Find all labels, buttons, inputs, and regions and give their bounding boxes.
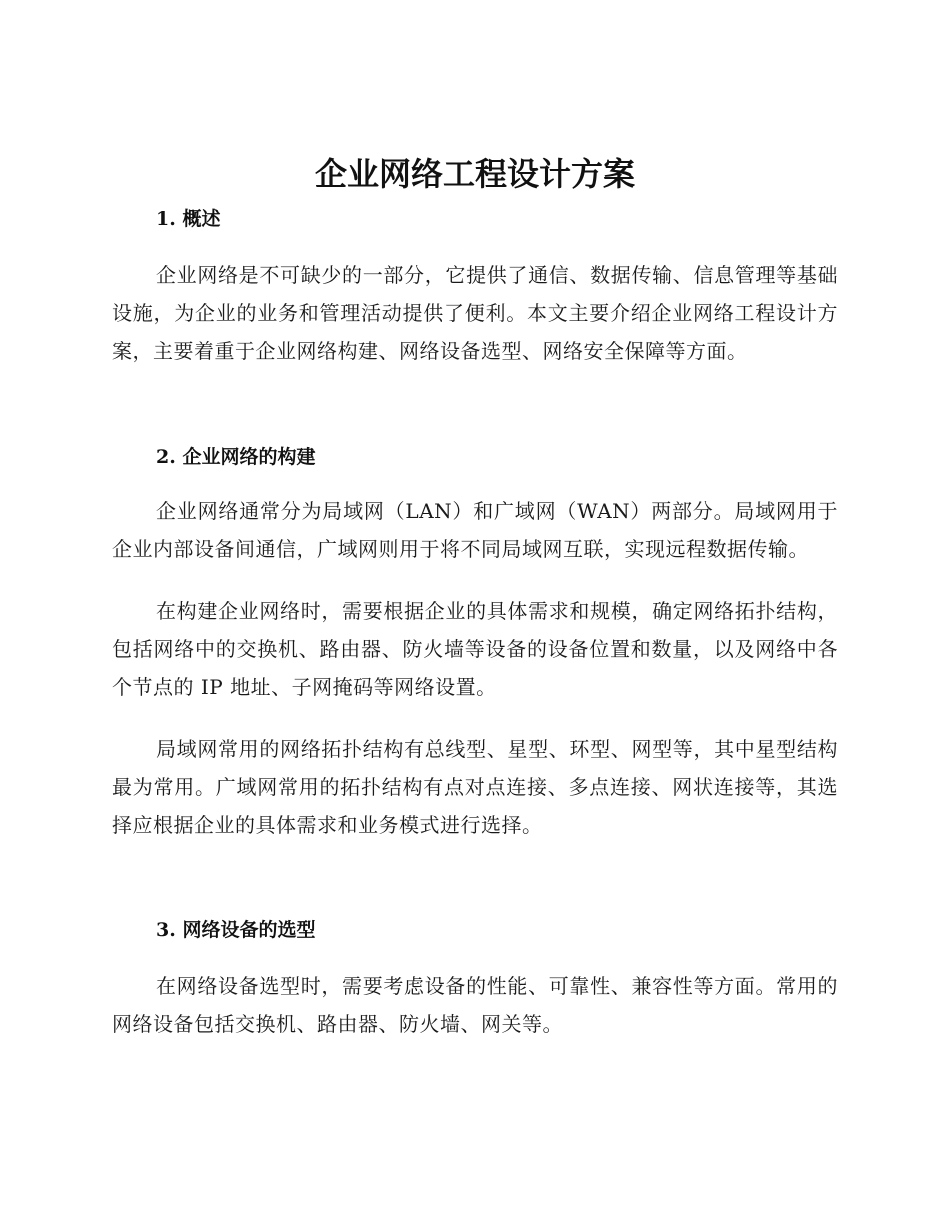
document-title: 企业网络工程设计方案 [314, 155, 635, 193]
paragraph: 在构建企业网络时，需要根据企业的具体需求和规模，确定网络拓扑结构，包括网络中的交换机、路由器、防火墙等设备的设备位置和数量，以及网络中各个节点的 IP 地址、子网掩码等网络设置。 [112, 599, 838, 699]
section-overview [112, 204, 838, 370]
section-heading: 3. 网络设备的选型 [156, 919, 316, 941]
paragraph: 在网络设备选型时，需要考虑设备的性能、可靠性、兼容性等方面。常用的网络设备包括交换机、路由器、防火墙、网关等。 [112, 974, 838, 1036]
paragraph: 局域网常用的网络拓扑结构有总线型、星型、环型、网型等，其中星型结构最为常用。广域网常用的拓扑结构有点对点连接、多点连接、网状连接等，其选择应根据企业的具体需求和业务模式进行选择。 [112, 737, 838, 837]
section-heading: 2. 企业网络的构建 [156, 446, 316, 468]
section-device-selection [112, 915, 838, 1043]
section-network-construction [112, 442, 838, 844]
paragraph: 企业网络是不可缺少的一部分，它提供了通信、数据传输、信息管理等基础设施，为企业的业务和管理活动提供了便利。本文主要介绍企业网络工程设计方案，主要着重于企业网络构建、网络设备选型、网络安全保障等方面。 [112, 263, 838, 363]
section-heading: 1. 概述 [156, 208, 221, 230]
paragraph: 企业网络通常分为局域网（LAN）和广域网（WAN）两部分。局域网用于企业内部设备间通信，广域网则用于将不同局域网互联，实现远程数据传输。 [112, 499, 838, 561]
